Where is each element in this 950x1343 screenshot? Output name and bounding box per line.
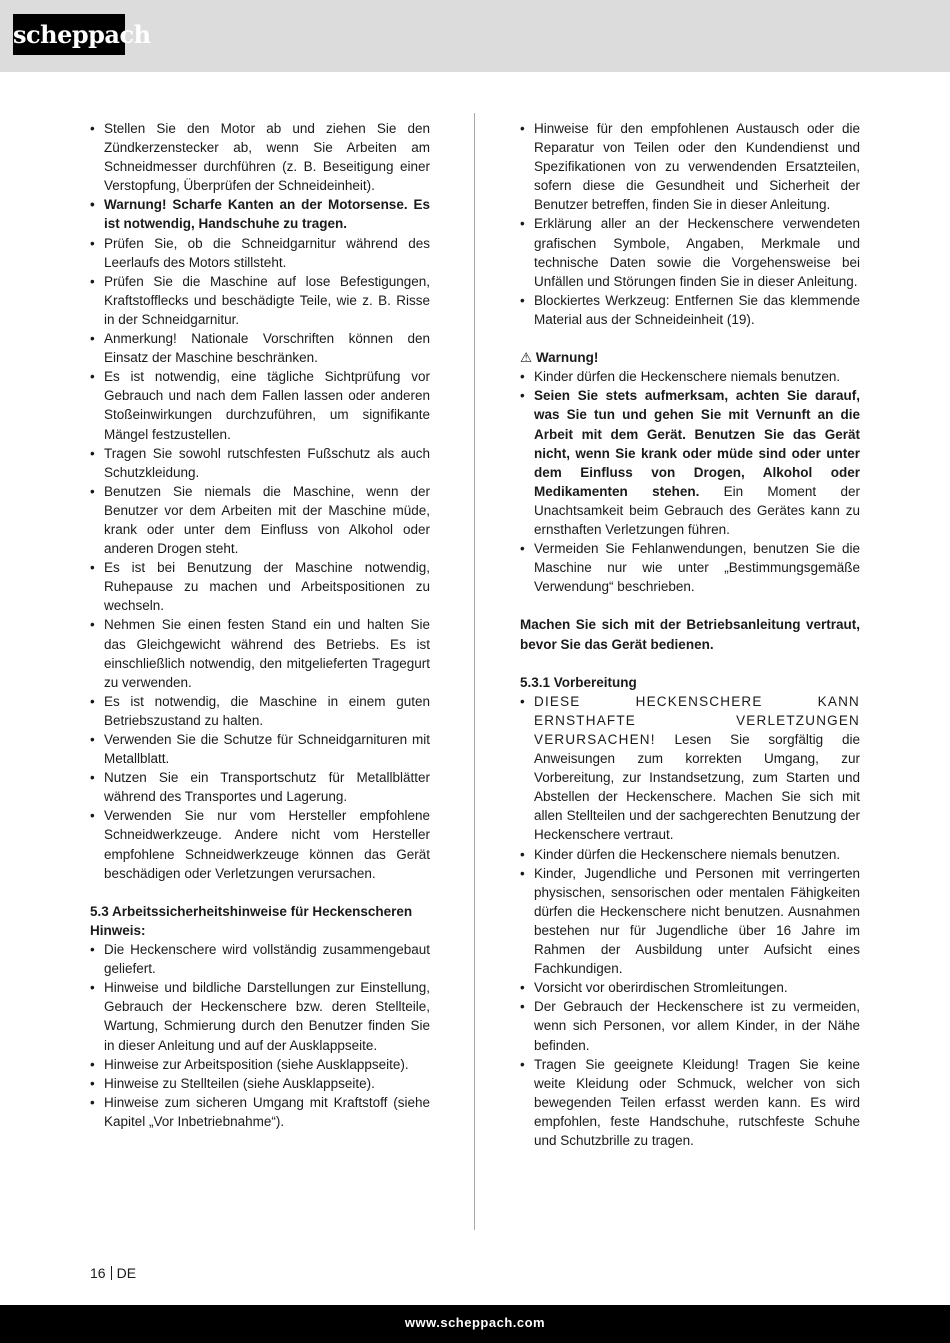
warning-list <box>520 367 860 596</box>
list-item: • Hinweise und bildliche Darstellungen zur Einstellung, Gebrauch der Heckenschere bzw. deren Stellteile, Wartung, Schmierung durch den Benutzer finden Sie in dieser Anleitung und auf der Ausklappseite. <box>90 978 430 1054</box>
section-heading: 5.3 Arbeitssicherheitshinweise für Heckenscheren <box>90 903 413 919</box>
list-item: • Hinweise für den empfohlenen Austausch oder die Reparatur von Teilen oder den Kundendienst und Spezifikationen von zu verwendenden Ersatzteilen, sofern diese die Gesundheit und Sicherheit der Benutzer betreffen, finden Sie in dieser Anleitung. <box>520 119 860 214</box>
right-column <box>520 119 860 1150</box>
column-divider <box>474 113 475 1230</box>
list-item: • Hinweise zum sicheren Umgang mit Kraftstoff (siehe Kapitel „Vor Inbetriebnahme“). <box>90 1093 430 1131</box>
list-item: • Vermeiden Sie Fehlanwendungen, benutzen Sie die Maschine nur wie unter „Bestimmungsgemäße Verwendung“ beschrieben. <box>520 539 860 596</box>
list-item: • Der Gebrauch der Heckenschere ist zu vermeiden, wenn sich Personen, vor allem Kinder, in der Nähe befinden. <box>520 997 860 1054</box>
caps-warning-text: DIESE HECKENSCHERE KANN ERNSTHAFTE VERLETZUNGEN VERURSACHEN! <box>534 693 860 747</box>
footer-bar <box>0 1305 950 1343</box>
warning-heading <box>520 348 860 367</box>
page-number-separator <box>111 1266 112 1280</box>
list-item: • Erklärung aller an der Heckenschere verwendeten grafischen Symbole, Angaben, Merkmale und technische Daten sowie die Vorgehensweise bei Unfällen und Störungen finden Sie in dieser Anleitung. <box>520 214 860 290</box>
info-list <box>520 119 860 329</box>
website-url: www.scheppach.com <box>404 1315 546 1330</box>
list-item: • Prüfen Sie, ob die Schneidgarnitur während des Leerlaufs des Motors stillsteht. <box>90 234 430 272</box>
list-item: • Kinder dürfen die Heckenschere niemals benutzen. <box>520 367 860 386</box>
list-item: • Vorsicht vor oberirdischen Stromleitungen. <box>520 978 860 997</box>
warning-rest-text: Ein Moment der Unachtsamkeit beim Gebrauch des Gerätes kann zu ernsthaften Verletzungen führen. <box>534 483 860 537</box>
safety-list <box>90 119 430 883</box>
familiarize-notice: Machen Sie sich mit der Betriebsanleitung vertraut, bevor Sie das Gerät bedienen. <box>520 617 860 652</box>
list-item: • Verwenden Sie die Schutze für Schneidgarnituren mit Metallblatt. <box>90 730 430 768</box>
brand-logo: scheppach <box>13 14 125 55</box>
list-item: • Nehmen Sie einen festen Stand ein und halten Sie das Gleichgewicht während des Betriebs. Es ist einschließlich notwendig, den mitgelieferten Tragegurt zu verwenden. <box>90 615 430 691</box>
list-item: • Prüfen Sie die Maschine auf lose Befestigungen, Kraftstofflecks und beschädigte Teile, wie z. B. Risse in der Schneidgarnitur. <box>90 272 430 329</box>
list-item: • Die Heckenschere wird vollständig zusammengebaut geliefert. <box>90 940 430 978</box>
list-item: • Tragen Sie sowohl rutschfesten Fußschutz als auch Schutzkleidung. <box>90 444 430 482</box>
list-item: • Es ist notwendig, die Maschine in einem guten Betriebszustand zu halten. <box>90 692 430 730</box>
list-item <box>520 386 860 539</box>
list-item <box>520 692 860 845</box>
subsection-heading: 5.3.1 Vorbereitung <box>520 674 637 690</box>
prep-rest-text: Lesen Sie sorgfältig die Anweisungen zum korrekten Umgang, zur Vorbereitung, zur Instandsetzung, zum Starten und Abstellen der Heckenschere. Machen Sie sich mit allen Stellteilen und der sachgerechten Benutzung der Heckenschere vertraut. <box>534 732 860 843</box>
hedge-trimmer-list <box>90 940 430 1131</box>
page-number-value: 16 <box>90 1265 106 1281</box>
list-item: • Verwenden Sie nur vom Hersteller empfohlene Schneidwerkzeuge. Andere nicht vom Hersteller empfohlene Schneidwerkzeuge können das Gerät beschädigen oder Verletzungen verursachen. <box>90 806 430 882</box>
list-item: • Blockiertes Werkzeug: Entfernen Sie das klemmende Material aus der Schneideinheit (19). <box>520 291 860 329</box>
list-item: • Es ist notwendig, eine tägliche Sichtprüfung vor Gebrauch und nach dem Fallen lassen oder anderen Stoßeinwirkungen durchzuführen, um signifikante Mängel festzustellen. <box>90 367 430 443</box>
note-label: Hinweis: <box>90 922 146 938</box>
list-item: • Benutzen Sie niemals die Maschine, wenn der Benutzer vor dem Arbeiten mit der Maschine müde, krank oder unter dem Einfluss von Alkohol oder anderen Drogen steht. <box>90 482 430 558</box>
list-item: • Tragen Sie geeignete Kleidung! Tragen Sie keine weite Kleidung oder Schmuck, welcher von sich bewegenden Teilen erfasst werden kann. Es wird empfohlen, feste Handschuhe, rutschfeste Schuhe und Schutzbrille zu tragen. <box>520 1055 860 1150</box>
header-bar <box>0 0 950 72</box>
list-item: • Es ist bei Benutzung der Maschine notwendig, Ruhepause zu machen und Arbeitspositionen zu wechseln. <box>90 558 430 615</box>
warning-icon: ⚠ <box>520 350 533 366</box>
list-item: • Warnung! Scharfe Kanten an der Motorsense. Es ist notwendig, Handschuhe zu tragen. <box>90 195 430 233</box>
warning-label: Warnung! <box>535 350 599 366</box>
preparation-list <box>520 692 860 1150</box>
list-item: • Anmerkung! Nationale Vorschriften können den Einsatz der Maschine beschränken. <box>90 329 430 367</box>
list-item: • Stellen Sie den Motor ab und ziehen Sie den Zündkerzenstecker ab, wenn Sie Arbeiten am Schneidmesser durchführen (z. B. Beseitigung einer Verstopfung, Überprüfen der Schneideinheit). <box>90 119 430 195</box>
list-item: • Hinweise zur Arbeitsposition (siehe Ausklappseite). <box>90 1055 430 1074</box>
list-item: • Kinder, Jugendliche und Personen mit verringerten physischen, sensorischen oder mentalen Fähigkeiten dürfen die Heckenschere nicht benutzen. Ausnahmen bestehen nur für Jugendliche über 16 Jahre im Rahmen der Ausbildung unter Aufsicht eines Fachkundigen. <box>520 864 860 979</box>
left-column <box>90 119 430 1131</box>
page-number <box>90 1264 136 1282</box>
list-item: • Kinder dürfen die Heckenschere niemals benutzen. <box>520 845 860 864</box>
list-item: • Hinweise zu Stellteilen (siehe Ausklappseite). <box>90 1074 430 1093</box>
list-item: • Nutzen Sie ein Transportschutz für Metallblätter während des Transportes und Lagerung. <box>90 768 430 806</box>
warning-bold-text: Seien Sie stets aufmerksam, achten Sie darauf, was Sie tun und gehen Sie mit Vernunft an die Arbeit mit dem Gerät. Benutzen Sie das Gerät nicht, wenn Sie krank oder müde sind oder unter dem Einfluss von Drogen, Alkohol oder Medikamenten stehen. <box>534 388 860 499</box>
language-code: DE <box>116 1265 137 1281</box>
